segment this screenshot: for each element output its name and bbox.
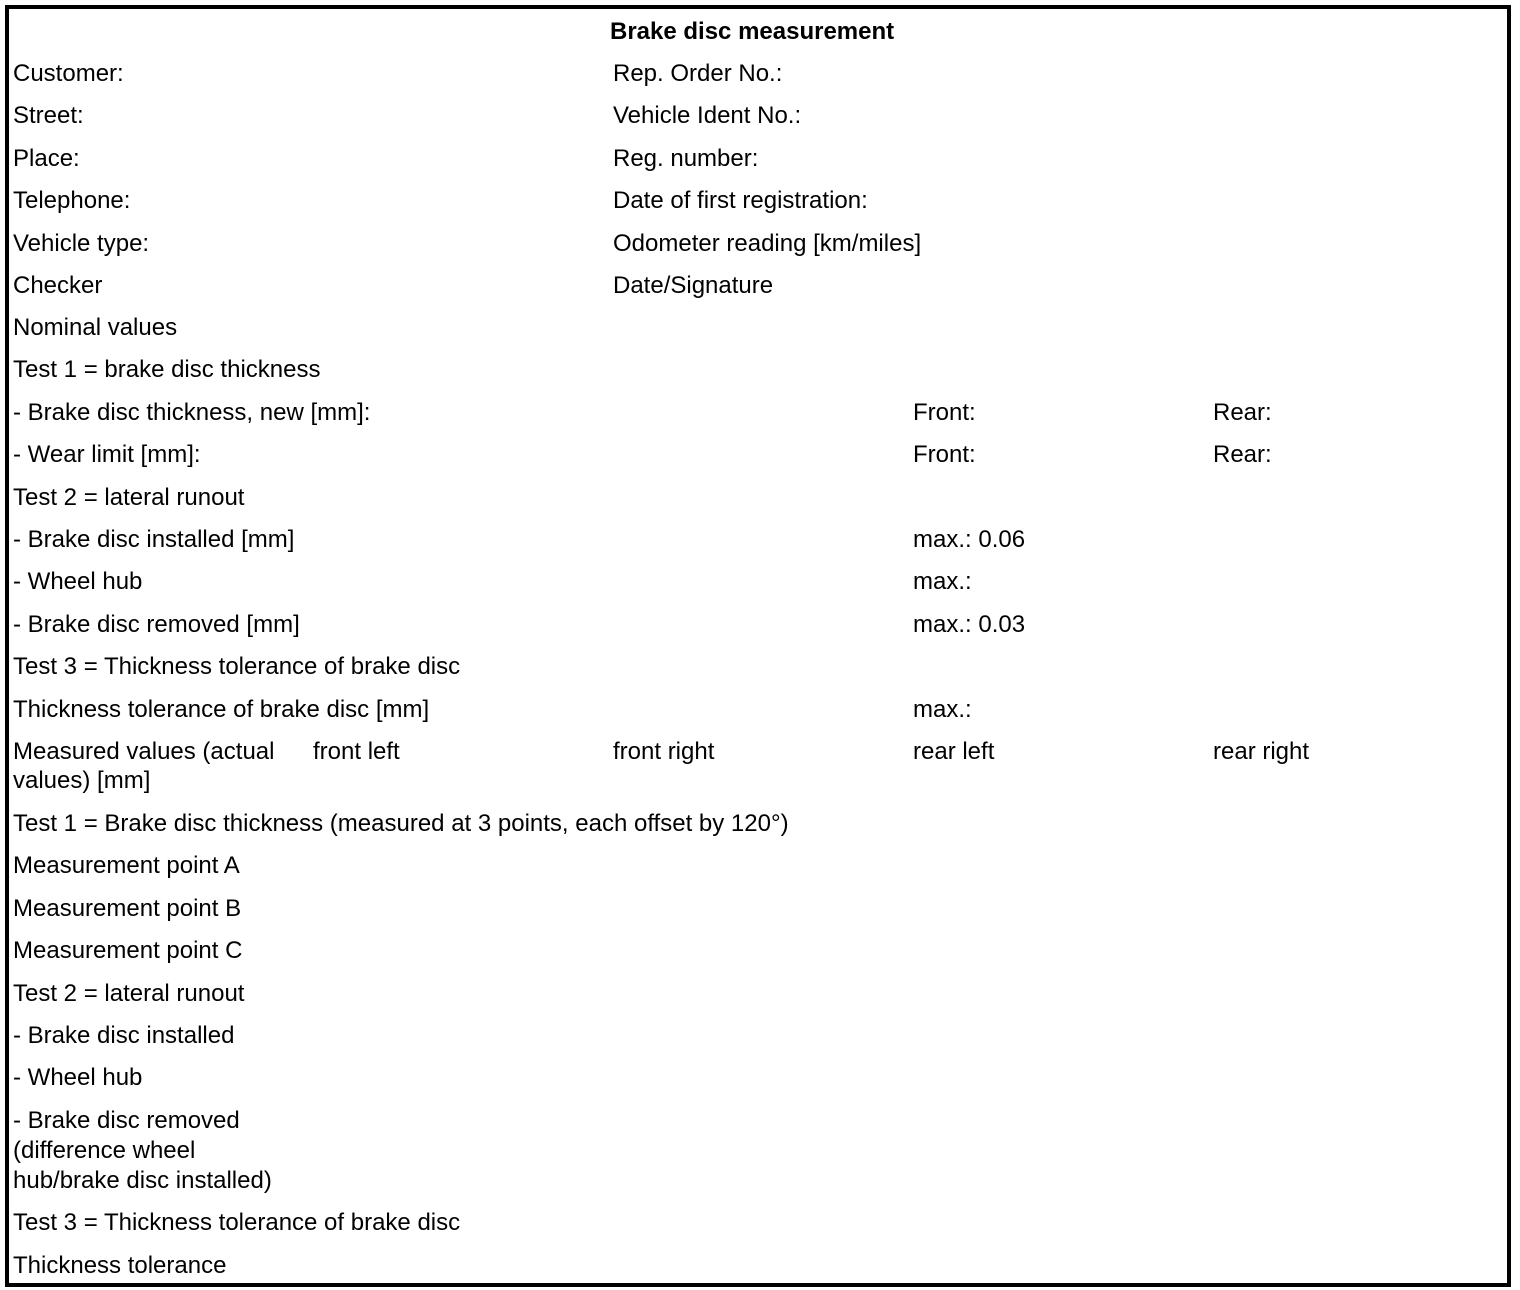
nominal-thickness-tolerance-label: Thickness tolerance of brake disc [mm] bbox=[13, 696, 430, 723]
measured-disc-removed-line1: - Brake disc removed bbox=[13, 1107, 240, 1134]
customer-label: Customer: bbox=[13, 60, 124, 87]
date-signature-label: Date/Signature bbox=[613, 272, 774, 299]
street-label: Street: bbox=[13, 102, 84, 129]
nominal-disc-installed-label: - Brake disc installed [mm] bbox=[13, 526, 295, 553]
telephone-label: Telephone: bbox=[13, 187, 131, 214]
wear-limit-front-label: Front: bbox=[913, 441, 976, 468]
nominal-test1-heading: Test 1 = brake disc thickness bbox=[13, 356, 321, 383]
measured-thickness-tolerance-label: Thickness tolerance bbox=[13, 1252, 227, 1279]
place-label: Place: bbox=[13, 145, 80, 172]
measured-disc-removed-line2: (difference wheel bbox=[13, 1137, 196, 1164]
measured-test3-heading: Test 3 = Thickness tolerance of brake disc bbox=[13, 1209, 461, 1236]
vehicle-type-label: Vehicle type: bbox=[13, 230, 150, 257]
measurement-point-b-label: Measurement point B bbox=[13, 895, 242, 922]
nominal-wheel-hub-max: max.: bbox=[913, 568, 972, 595]
nominal-test3-heading: Test 3 = Thickness tolerance of brake disc bbox=[13, 653, 461, 680]
column-front-right: front right bbox=[613, 738, 715, 765]
measured-wheel-hub-label: - Wheel hub bbox=[13, 1064, 143, 1091]
measured-test2-heading: Test 2 = lateral runout bbox=[13, 980, 245, 1007]
form-title: Brake disc measurement bbox=[610, 18, 895, 45]
wear-limit-label: - Wear limit [mm]: bbox=[13, 441, 201, 468]
column-rear-left: rear left bbox=[913, 738, 995, 765]
measured-disc-installed-label: - Brake disc installed bbox=[13, 1022, 235, 1049]
nominal-test2-heading: Test 2 = lateral runout bbox=[13, 484, 245, 511]
odometer-label: Odometer reading [km/miles] bbox=[613, 230, 922, 257]
reg-number-label: Reg. number: bbox=[613, 145, 759, 172]
column-front-left: front left bbox=[313, 738, 400, 765]
measured-test1-heading: Test 1 = Brake disc thickness (measured at 3 points, each offset by 120°) bbox=[13, 810, 789, 837]
rep-order-label: Rep. Order No.: bbox=[613, 60, 783, 87]
wear-limit-rear-label: Rear: bbox=[1213, 441, 1272, 468]
nominal-disc-installed-max: max.: 0.06 bbox=[913, 526, 1026, 553]
nominal-thickness-tolerance-max: max.: bbox=[913, 696, 972, 723]
nominal-wheel-hub-label: - Wheel hub bbox=[13, 568, 143, 595]
measured-values-heading-line2: values) [mm] bbox=[13, 767, 151, 794]
measurement-point-a-label: Measurement point A bbox=[13, 852, 240, 879]
thickness-new-rear-label: Rear: bbox=[1213, 399, 1272, 426]
first-registration-label: Date of first registration: bbox=[613, 187, 868, 214]
checker-label: Checker bbox=[13, 272, 103, 299]
nominal-disc-removed-max: max.: 0.03 bbox=[913, 611, 1026, 638]
column-rear-right: rear right bbox=[1213, 738, 1310, 765]
thickness-new-front-label: Front: bbox=[913, 399, 976, 426]
measurement-point-c-label: Measurement point C bbox=[13, 937, 243, 964]
nominal-disc-removed-label: - Brake disc removed [mm] bbox=[13, 611, 300, 638]
thickness-new-label: - Brake disc thickness, new [mm]: bbox=[13, 399, 371, 426]
measured-disc-removed-line3: hub/brake disc installed) bbox=[13, 1167, 272, 1194]
brake-disc-measurement-form bbox=[5, 5, 1511, 1287]
vehicle-ident-label: Vehicle Ident No.: bbox=[613, 102, 802, 129]
measured-values-heading-line1: Measured values (actual bbox=[13, 738, 275, 765]
nominal-values-heading: Nominal values bbox=[13, 314, 178, 341]
